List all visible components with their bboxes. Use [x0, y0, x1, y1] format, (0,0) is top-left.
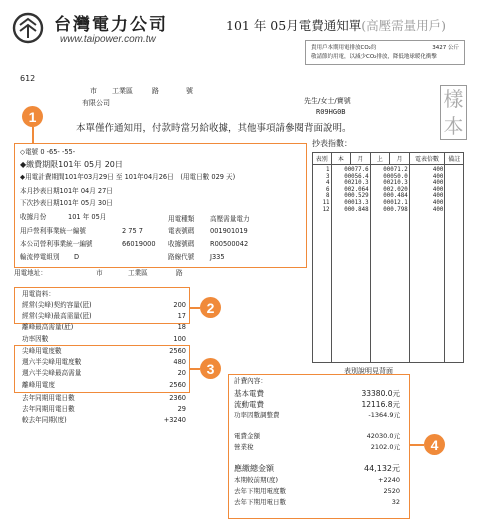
- address-number: 號: [186, 87, 193, 95]
- route-label: 路線代號: [168, 253, 195, 261]
- badge-2: 2: [200, 297, 221, 318]
- usage-value: 29: [177, 405, 186, 414]
- readings-footer: 表別說明見背面: [344, 367, 393, 375]
- reading-last-month: 00050.0: [383, 173, 408, 180]
- usage-value: 100: [173, 334, 186, 343]
- electric-no-value: 0 -65-: [40, 148, 60, 156]
- site-road: 路: [176, 269, 183, 277]
- usage-label: 週六半尖峰用電度數: [22, 358, 82, 367]
- usage-title: 用電資料：: [22, 290, 55, 298]
- badge-1-connector: [32, 127, 34, 143]
- electric-no-label: 電號: [25, 148, 39, 156]
- readings-table: [312, 152, 464, 363]
- reading-this-month: 002.064: [344, 186, 369, 193]
- power-label: 電費金額: [234, 432, 260, 440]
- usage-label: 尖峰用電度數: [22, 347, 62, 355]
- basic-label: 基本電費: [234, 389, 264, 398]
- usage-value: 480: [173, 358, 186, 367]
- reading-multiplier: 400: [432, 193, 444, 200]
- due-date-value: 繳費期限101年 05月 20日: [26, 160, 123, 169]
- readings-title: 抄表指數：: [312, 139, 352, 148]
- reading-type: 8: [326, 193, 330, 200]
- badge-3: 3: [200, 358, 221, 379]
- reading-multiplier: 400: [432, 180, 444, 187]
- sample-stamp: [440, 85, 467, 140]
- reading-type: 11: [322, 199, 330, 206]
- tax-value: 2102.0元: [370, 443, 400, 451]
- stamp-top: 樣: [443, 87, 464, 111]
- receipt-label: 收據號碼: [168, 240, 195, 248]
- title-main: 電費通知單: [298, 18, 362, 33]
- meter-no: 001901019: [210, 227, 248, 235]
- reading-type: 3: [326, 173, 330, 180]
- bill-month: 101 年 05月: [68, 213, 107, 221]
- readings-header: 月: [390, 153, 410, 165]
- taipower-logo: [12, 12, 44, 44]
- title-month: 101 年 05月: [226, 18, 299, 33]
- usage-rows-a: [22, 300, 186, 345]
- badge-2-connector: [190, 307, 200, 309]
- reading-this-month: 000.848: [344, 206, 369, 213]
- last-usage-label: 去年下期用電度數: [234, 487, 286, 495]
- route-value: J335: [210, 253, 225, 261]
- tp-id: 66019000: [122, 240, 156, 248]
- readings-header: 月: [351, 153, 371, 165]
- badge-4: 4: [424, 434, 445, 455]
- site-label: 用電地址：: [14, 269, 47, 277]
- pf-label: 功率因數調整費: [234, 411, 280, 419]
- badge-4-connector: [410, 444, 424, 446]
- tax-label: 營業稅: [234, 443, 254, 451]
- site-district: 工業區: [128, 269, 148, 277]
- rate-value: 高壓需量電力: [210, 215, 250, 223]
- reading-multiplier: 400: [432, 173, 444, 180]
- diff-label: 本期較前期(度): [234, 476, 279, 484]
- total-value: 44,132元: [364, 464, 400, 473]
- reading-multiplier: 400: [432, 199, 444, 206]
- reading-last-month: 00012.1: [383, 199, 408, 206]
- salutation: 先生/女士/寶號: [304, 97, 351, 105]
- usage-label: 去年同期用電日數: [22, 394, 75, 402]
- zone-value: D: [74, 253, 80, 261]
- address-road: 路: [152, 87, 159, 95]
- badge-1: 1: [22, 106, 43, 127]
- readings-this-col: [331, 165, 370, 363]
- bill-month-label: 收據月份: [20, 213, 47, 221]
- readings-header: 備註: [445, 153, 464, 165]
- usage-value: +3240: [163, 416, 186, 425]
- next-read-date: 下次抄表日期101年 05月 30日: [20, 199, 113, 207]
- co2-message: 敬請節約用電，以減少CO₂排放，降低地球暖化衝擊: [311, 54, 437, 60]
- company-name: 台灣電力公司: [54, 15, 168, 35]
- usage-value: 2560: [169, 380, 186, 389]
- electric-no-value-b: -55-: [61, 148, 76, 156]
- usage-value: 17: [177, 312, 186, 321]
- billing-period-value: 用電計費期間101年03月29日 至 101年04月26日: [25, 173, 174, 181]
- co2-label: 貴用戶本期用電排放CO₂約: [311, 45, 377, 51]
- usage-value: 18: [177, 323, 186, 332]
- address-company: 有限公司: [82, 99, 110, 107]
- readings-note-col: [445, 165, 464, 363]
- total-label: 應繳總金額: [234, 464, 274, 473]
- electric-no: ◇電號 0 -65- -55-: [20, 148, 76, 156]
- reading-multiplier: 400: [432, 167, 444, 173]
- reading-this-month: 00056.4: [344, 173, 369, 180]
- charges-title: 計費內容：: [234, 377, 267, 385]
- readings-last-col: [370, 165, 409, 363]
- zone-label: 輪流停電組別: [20, 253, 60, 261]
- reading-last-month: 002.020: [383, 186, 408, 193]
- reading-last-month: 000.798: [383, 206, 408, 213]
- last-days-value: 32: [391, 498, 400, 506]
- usage-label: 離峰用電度: [22, 380, 55, 389]
- usage-value: 200: [173, 301, 186, 309]
- reading-this-month: 00210.3: [344, 180, 369, 187]
- biz-id: 2 75 7: [122, 227, 143, 235]
- usage-rows-b: [22, 346, 186, 391]
- flow-value: 12116.8元: [361, 400, 400, 409]
- power-value: 42030.0元: [366, 432, 400, 440]
- charges-rows: [234, 388, 400, 508]
- readings-header: 電表倍數: [409, 153, 445, 165]
- meter-label: 電表號碼: [168, 227, 195, 235]
- site-city: 市: [96, 269, 103, 277]
- badge-3-connector: [190, 368, 200, 370]
- usage-label: 經常(尖峰)契約容量(瓩): [22, 301, 92, 309]
- reading-multiplier: 400: [432, 206, 444, 213]
- basic-value: 33380.0元: [361, 389, 400, 398]
- usage-label: 週六半尖峰最高需量: [22, 369, 82, 378]
- postcode: 612: [20, 74, 36, 83]
- readings-header: 表別: [313, 153, 332, 165]
- address-district: 工業區: [112, 87, 133, 95]
- readings-header: 上: [370, 153, 390, 165]
- reading-last-month: 00210.3: [383, 180, 408, 187]
- co2-value: 3427 公斤: [432, 45, 459, 51]
- biz-id-label: 用戶營利事業統一編號: [20, 227, 86, 235]
- address-city: 市: [90, 87, 97, 95]
- address-code: R09HG0B: [316, 108, 346, 116]
- receipt-no: R00500042: [210, 240, 249, 248]
- stamp-bottom: 本: [443, 114, 464, 138]
- last-days-label: 去年下期用電日數: [234, 498, 286, 506]
- usage-value: 20: [177, 369, 186, 378]
- this-read-date: 本月抄表日期101年 04月 27日: [20, 187, 113, 195]
- readings-header: 本: [331, 153, 351, 165]
- reading-type: 6: [326, 186, 330, 193]
- usage-label: 經常(尖峰)最高需量(瓩): [22, 312, 92, 321]
- reading-last-month: 00071.2: [383, 167, 408, 173]
- usage-value: 2360: [169, 394, 186, 402]
- due-date: ◆繳費期限101年 05月 20日: [20, 160, 123, 169]
- billing-days: (用電日數 029 天): [180, 173, 236, 181]
- title-suffix: (高壓需量用戶): [361, 18, 446, 33]
- flow-label: 流動電費: [234, 400, 264, 409]
- usage-label: 較去年同期(度): [22, 416, 67, 425]
- co2-notice: [305, 40, 465, 65]
- reading-multiplier: 400: [432, 186, 444, 193]
- reading-last-month: 000.484: [383, 193, 408, 200]
- tp-id-label: 本公司營利事業統一編號: [20, 240, 93, 248]
- reading-type: 4: [326, 180, 330, 187]
- reading-this-month: 00077.6: [344, 167, 369, 173]
- usage-label: 離峰最高需量(瓩): [22, 323, 74, 332]
- reading-this-month: 000.529: [344, 193, 369, 200]
- bill-title: [226, 16, 446, 34]
- readings-type-col: [313, 165, 332, 363]
- usage-value: 2560: [169, 347, 186, 355]
- diff-value: +2240: [378, 476, 400, 484]
- usage-rows-c: [22, 393, 186, 427]
- last-usage-value: 2520: [383, 487, 400, 495]
- reading-type: 1: [326, 167, 330, 173]
- reading-type: 12: [322, 206, 330, 213]
- company-url: www.taipower.com.tw: [60, 34, 156, 45]
- billing-period: ◆用電計費期間101年03月29日 至 101年04月26日 (用電日數 029 天): [20, 173, 236, 181]
- usage-label: 功率因數: [22, 334, 49, 343]
- readings-multiplier-col: [409, 165, 445, 363]
- pf-value: -1364.9元: [368, 411, 400, 419]
- notice-text: 本單僅作通知用，付款時當另給收據，其他事項請參閱背面說明。: [76, 123, 352, 134]
- usage-label: 去年同期用電日數: [22, 405, 75, 414]
- rate-label: 用電種類: [168, 215, 195, 223]
- reading-this-month: 00013.3: [344, 199, 369, 206]
